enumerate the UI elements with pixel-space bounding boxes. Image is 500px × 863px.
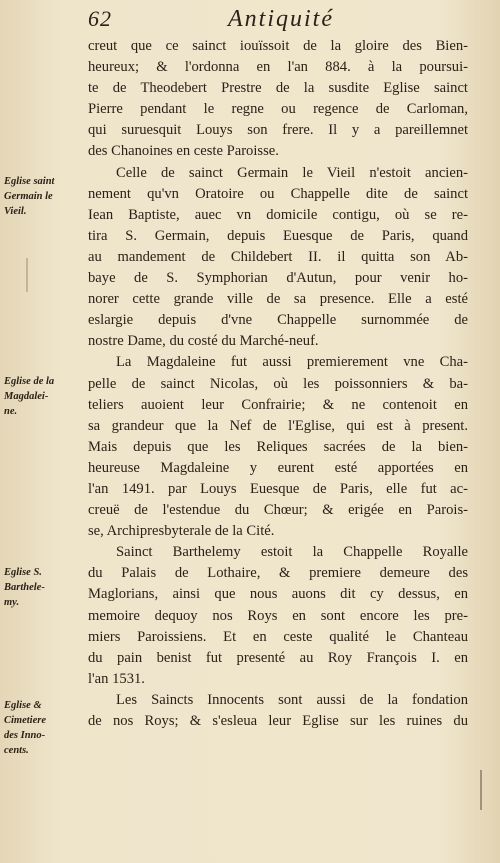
text-line: Pierre pendant le regne ou regence de Carloman, [88, 101, 468, 118]
margin-note-line: cents. [4, 745, 29, 756]
margin-note-line: Magdalei- [4, 391, 49, 402]
text-line: l'an 1531. [88, 670, 145, 687]
margin-note-line: ne. [4, 406, 18, 417]
text-line: Iean Baptiste, auec vn domicile contigu, où se re- [88, 206, 468, 223]
text-line: du pain benist fut presenté au Roy François I. en [88, 649, 468, 666]
margin-note-line: Germain le [4, 191, 53, 202]
text-line: du Palais de Lothaire, & premiere demeure des [88, 565, 468, 582]
text-line: memoire dequoy nos Roys en sont encore les pre- [88, 607, 468, 624]
margin-note-line: Cimetiere [4, 715, 46, 726]
running-title: Antiquité [228, 6, 334, 32]
text-line: nement qu'vn Oratoire ou Chappelle dite de sainct [88, 185, 468, 202]
margin-note-line: Eglise saint [4, 176, 55, 187]
margin-note-line: Barthele- [4, 582, 45, 593]
text-line: creuë de l'estendue du Chœur; & erigée en Parois- [88, 502, 468, 519]
text-line: Mais depuis que les Reliques sacrées de la bien- [88, 438, 468, 455]
text-line: au mandement de Childebert II. il quitta son Ab- [88, 248, 468, 265]
text-line: Maglorians, ainsi que nous auons dit cy dessus, en [88, 586, 468, 603]
page-header [88, 6, 480, 36]
text-line: miers Paroissiens. Et en ceste qualité le Chanteau [88, 628, 468, 645]
text-line: te de Theodebert Prestre de la susdite Eglise sainct [88, 80, 468, 97]
text-line: des Chanoines en ceste Paroisse. [88, 143, 279, 160]
text-line: teliers auoient leur Confrairie; & ne contenoit en [88, 396, 468, 413]
paragraph-start-line: Celle de sainct Germain le Vieil n'estoit ancien- [116, 164, 468, 181]
text-line: tira S. Germain, depuis Euesque de Paris, quand [88, 227, 468, 244]
text-line: l'an 1491. par Louys Euesque de Paris, elle fut ac- [88, 480, 468, 497]
margin-note-line: Eglise & [4, 700, 42, 711]
text-line: qui suruesquit Louys son frere. Il y a pareillemnet [88, 122, 468, 139]
text-line: se, Archipresbyterale de la Cité. [88, 523, 275, 540]
margin-note-innocents [4, 698, 82, 758]
text-line: eslargie depuis d'vne Chappelle surnommée de [88, 312, 468, 329]
text-line: pelle de sainct Nicolas, où les poissonniers & ba- [88, 375, 468, 392]
paragraph-start-line: La Magdaleine fut aussi premierement vne Cha- [116, 354, 468, 371]
margin-note-saint-germain [4, 174, 82, 219]
page-edge-mark [480, 770, 482, 810]
text-line: creut que ce sainct iouïssoit de la gloire des Bien- [88, 38, 468, 54]
margin-note-line: my. [4, 597, 20, 608]
margin-note-line: des Inno- [4, 730, 46, 741]
text-line: heureux; & l'ordonna en l'an 884. à la poursui- [88, 59, 468, 76]
margin-note-barthelemy [4, 565, 82, 610]
page-stain [26, 258, 34, 292]
paragraph-start-line: Sainct Barthelemy estoit la Chappelle Royalle [116, 544, 468, 561]
paragraph-start-line: Les Saincts Innocents sont aussi de la fondation [116, 691, 468, 708]
margin-note-line: Eglise de la [4, 376, 55, 387]
text-line: de nos Roys; & s'esleua leur Eglise sur les ruines du [88, 713, 468, 729]
text-line: norer cette grande ville de sa presence. Elle a esté [88, 291, 468, 308]
text-line: baye de S. Symphorian d'Autun, pour venir ho- [88, 270, 468, 287]
text-line: sa grandeur que la Nef de l'Eglise, qui est à present. [88, 417, 468, 434]
margin-note-line: Vieil. [4, 206, 27, 217]
margin-note-magdaleine [4, 374, 82, 419]
page-number: 62 [88, 6, 112, 31]
margin-note-line: Eglise S. [4, 567, 42, 578]
text-line: heureuse Magdaleine y eurent esté apportées en [88, 459, 468, 476]
text-line: nostre Dame, du costé du Marché-neuf. [88, 333, 319, 350]
body-text [88, 36, 468, 732]
